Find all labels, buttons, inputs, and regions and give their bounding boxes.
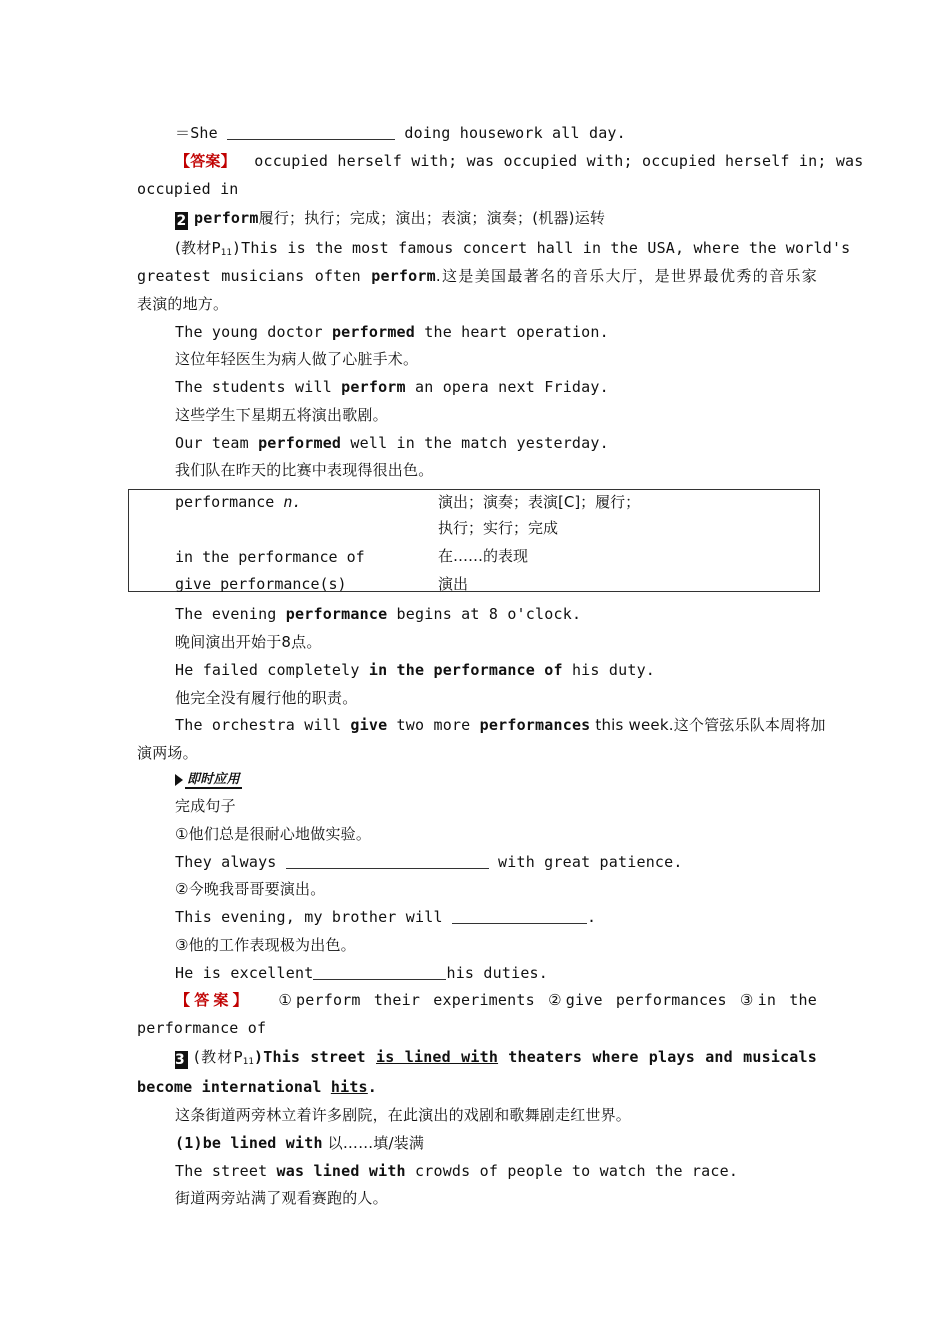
answer-tag: 【答案】 — [175, 152, 236, 170]
example-translation: 他完全没有履行他的职责。 — [175, 689, 358, 707]
item-number-badge: 2 — [176, 213, 187, 229]
table-term: performance n. — [175, 493, 302, 511]
fill-sentence-line: ＝She doing housework all day. — [175, 124, 626, 142]
example-sentence: The evening performance begins at 8 o'clock. — [175, 605, 582, 623]
answer-blank[interactable] — [227, 125, 395, 140]
item-3-heading: 3 (教材$P_{11})This$ street is lined with theaters where plays and musicals — [175, 1048, 817, 1068]
example-translation: 表演的地方。 — [137, 295, 229, 313]
answer-line-cont: performance of — [137, 1019, 267, 1037]
exercise-prompt: ②今晚我哥哥要演出。 — [175, 880, 326, 898]
table-term: in the performance of — [175, 548, 365, 566]
example-sentence: The students will perform an opera next Friday. — [175, 378, 609, 396]
example-sentence: He failed completely in the performance of his duty. — [175, 661, 656, 679]
table-meaning: 在……的表现 — [438, 547, 529, 565]
example-sentence-cont: greatest musicians often perform.这是美国最著名的音乐大厅，是世界最优秀的音乐家 — [137, 267, 817, 285]
answer-blank[interactable] — [313, 965, 446, 980]
example-translation: 这条街道两旁林立着许多剧院，在此演出的戏剧和歌舞剧走红世界。 — [175, 1106, 632, 1124]
example-sentence: The orchestra will give two more performances this week.这个管弦乐队本周将加 — [175, 716, 826, 734]
exercise-instruction: 完成句子 — [175, 797, 236, 815]
example-sentence: Our team performed well in the match yesterday. — [175, 434, 609, 452]
item-number-badge: 3 — [175, 1051, 188, 1069]
table-meaning: 演出；演奏；表演[C]；履行； — [438, 493, 641, 511]
table-term: give performance(s) — [175, 575, 347, 593]
exercise-prompt: ③他的工作表现极为出色。 — [175, 936, 356, 954]
exercise-sentence: This evening, my brother will . — [175, 908, 597, 926]
exercise-sentence: They always with great patience. — [175, 853, 683, 871]
answer-blank[interactable] — [452, 909, 587, 924]
example-translation: 演两场。 — [137, 744, 198, 762]
table-meaning: 执行；实行；完成 — [438, 519, 559, 537]
example-translation: 街道两旁站满了观看赛跑的人。 — [175, 1189, 388, 1207]
item-3-heading-cont: become international hits. — [137, 1078, 378, 1096]
example-translation: 我们队在昨天的比赛中表现得很出色。 — [175, 461, 434, 479]
vocabulary-table — [128, 489, 820, 592]
example-translation: 这些学生下星期五将演出歌剧。 — [175, 406, 388, 424]
phrase-heading: (1)be lined with 以……填/装满 — [175, 1134, 425, 1152]
answer-line: 【答案】 ①perform their experiments ②give performances ③in the — [175, 991, 817, 1009]
answer-line-cont: occupied in — [137, 180, 239, 198]
exercise-prompt: ①他们总是很耐心地做实验。 — [175, 825, 372, 843]
answer-blank[interactable] — [286, 854, 489, 869]
answer-tag: 【答案】 — [175, 991, 252, 1009]
item-2-heading: 2 perform履行；执行；完成；演出；表演；演奏；(机器)运转 — [176, 209, 606, 229]
apply-section-label: 即时应用 — [175, 771, 817, 791]
answer-line: 【答案】 occupied herself with; was occupied with; occupied herself in; was — [175, 152, 864, 170]
example-sentence: The young doctor performed the heart operation. — [175, 323, 609, 341]
example-sentence: The street was lined with crowds of people to watch the race. — [175, 1162, 739, 1180]
example-translation: 这位年轻医生为病人做了心脏手术。 — [175, 350, 419, 368]
triangle-icon — [175, 774, 183, 786]
example-translation: 晚间演出开始于8点。 — [175, 633, 322, 651]
table-meaning: 演出 — [438, 575, 469, 593]
example-sentence: (教材$P_{11})This$ is the most famous concert hall in the USA, where the world's — [175, 239, 851, 258]
exercise-sentence: He is excellent his duties. — [175, 964, 549, 982]
